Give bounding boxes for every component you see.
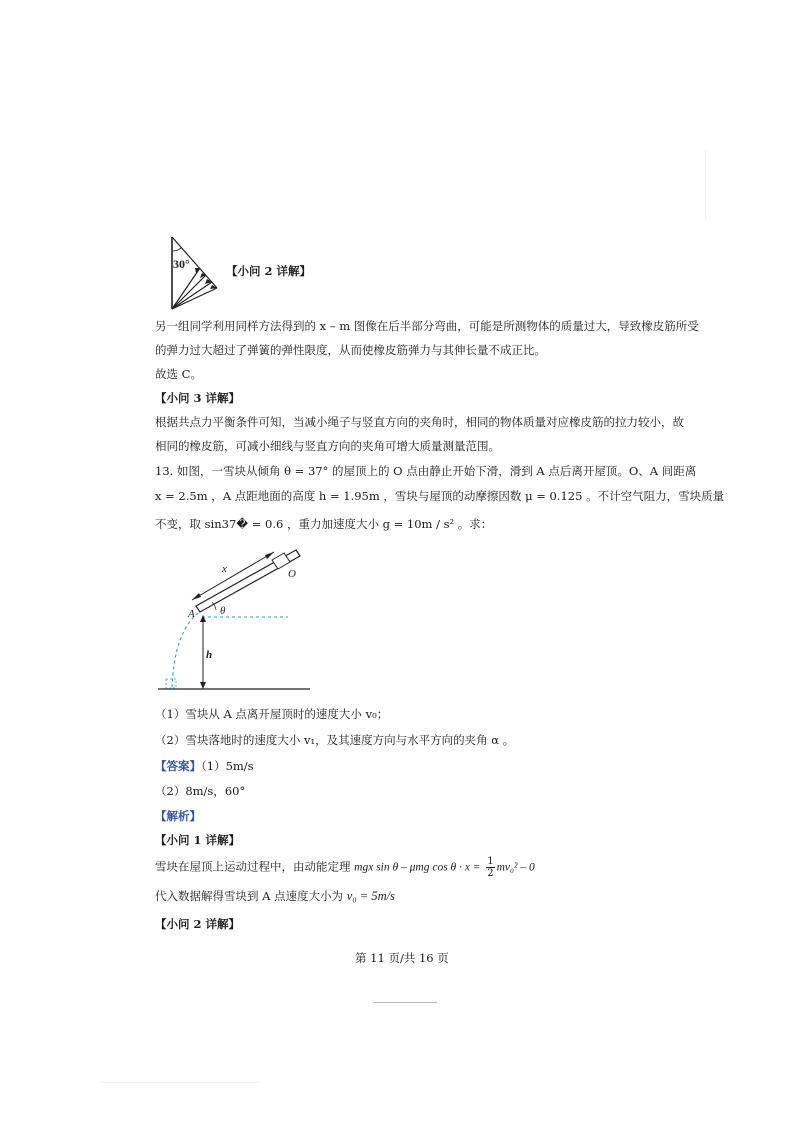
paragraph-line: 故选 C。 <box>155 367 202 381</box>
question-2: （2）雪块落地时的速度大小 v₁，及其速度方向与水平方向的夹角 α 。 <box>155 733 515 747</box>
page-edge <box>705 150 706 220</box>
fraction: $\frac{1}{2}$ <box>487 856 494 879</box>
answer-label: 【答案】 <box>155 759 201 773</box>
subquestion-3-header: 【小问 3 详解】 <box>155 391 241 405</box>
energy-equation-right: mv₀² – 0 <box>496 861 535 874</box>
energy-equation-left: mgx sin θ – μmg cos θ · x = <box>354 861 481 874</box>
analysis-label: 【解析】 <box>155 809 201 823</box>
h-label: h <box>206 649 213 661</box>
analysis-line-2: 代入数据解得雪块到 A 点速度大小为 v₀ = 5m/s <box>155 889 395 903</box>
paragraph-line: 另一组同学利用同样方法得到的 x – m 图像在后半部分弯曲，可能是所测物体的质量过大，导致橡皮筋所受 <box>155 319 699 333</box>
problem-13-text: x = 2.5m ，A 点距地面的高度 h = 1.95m ，雪块与屋顶的动摩擦因数 μ = 0.125 。不计空气阻力，雪块质量 <box>155 489 725 503</box>
x-label: x <box>222 563 227 575</box>
point-a-label: A <box>188 608 195 620</box>
footer-divider <box>373 1002 437 1003</box>
roof-diagram <box>150 538 330 694</box>
subquestion-2-header-b: 【小问 2 详解】 <box>155 917 241 931</box>
analysis-line-1: 雪块在屋顶上运动过程中，由动能定理 mgx sin θ – μmg cos θ · x = $\frac{1}{2}$ mv₀² – 0 <box>155 856 535 879</box>
question-1: （1）雪块从 A 点离开屋顶时的速度大小 v₀； <box>155 707 389 721</box>
angle-label: 30° <box>173 257 190 271</box>
subquestion-1-header: 【小问 1 详解】 <box>155 833 241 847</box>
answer-1: （1）5m/s <box>201 759 254 773</box>
problem-13-text: 不变，取 sin37� = 0.6 ，重力加速度大小 g = 10m / s² 。求： <box>155 517 493 531</box>
bottom-divider <box>100 1082 260 1083</box>
paragraph-line: 根据共点力平衡条件可知，当减小绳子与竖直方向的夹角时，相同的物体质量对应橡皮筋的拉力较小，故 <box>155 415 684 429</box>
problem-13-text: 13. 如图，一雪块从倾角 θ = 37° 的屋顶上的 O 点由静止开始下滑，滑到 A 点后离开屋顶。O、A 间距离 <box>155 464 697 478</box>
page-footer: 第 11 页/共 16 页 <box>355 951 449 965</box>
paragraph-line: 相同的橡皮筋，可减小细线与竖直方向的夹角可增大质量测量范围。 <box>155 439 500 453</box>
theta-label: θ <box>220 605 226 617</box>
subquestion-2-header: 【小问 2 详解】 <box>226 264 312 278</box>
answer-2: （2）8m/s，60° <box>155 784 246 798</box>
velocity-result: v₀ = 5m/s <box>346 889 395 903</box>
vector-diagram <box>165 233 225 313</box>
answer-line-1 <box>155 758 254 774</box>
paragraph-line: 的弹力过大超过了弹簧的弹性限度，从而使橡皮筋弹力与其伸长量不成正比。 <box>155 343 546 357</box>
point-o-label: O <box>288 568 296 580</box>
